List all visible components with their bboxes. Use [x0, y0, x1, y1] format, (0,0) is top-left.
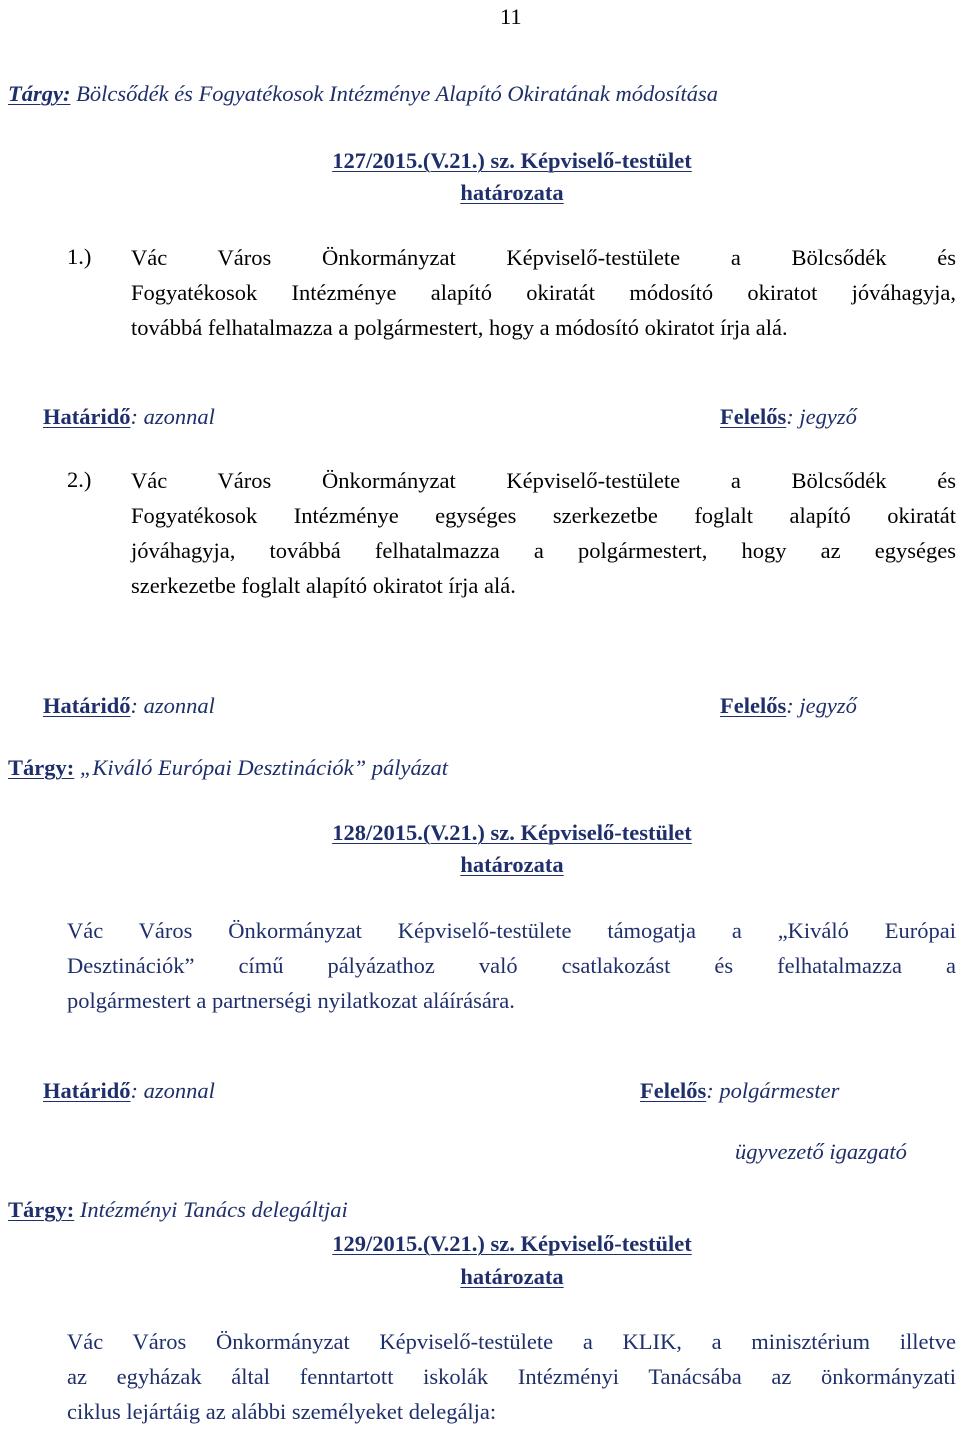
responsible-label: Felelős — [720, 693, 787, 718]
paragraph-number: 2.) — [67, 467, 92, 492]
paragraph-line: az egyházak által fenntartott iskolák Intézményi Tanácsába az önkormányzati — [67, 1364, 956, 1389]
deadline-label: Határidő — [43, 404, 131, 429]
paragraph-line: Fogyatékosok Intézménye egységes szerkezetbe foglalt alapító okiratát — [131, 503, 956, 528]
responsible-value: : jegyző — [786, 693, 857, 718]
resolution-number: 129/2015.(V.21.) sz. Képviselő-testület — [332, 1231, 692, 1256]
resolution-number: 128/2015.(V.21.) sz. Képviselő-testület — [332, 820, 692, 845]
subject-label: Tárgy: — [8, 755, 75, 780]
paragraph-number: 1.) — [67, 244, 92, 269]
resolution-word: határozata — [460, 180, 564, 205]
resolution-paragraph — [67, 913, 956, 1018]
subject-line — [8, 1193, 348, 1227]
paragraph-line: Desztinációk” című pályázathoz való csatlakozást és felhatalmazza a — [67, 953, 956, 978]
paragraph-line: Vác Város Önkormányzat Képviselő-testülete a KLIK, a minisztérium illetve — [67, 1329, 956, 1354]
deadline-value: : azonnal — [130, 1078, 215, 1103]
subject-text: Bölcsődék és Fogyatékosok Intézménye Alapító Okiratának módosítása — [76, 81, 719, 106]
responsible-line — [640, 1074, 839, 1108]
subject-line — [8, 77, 718, 111]
paragraph-line: szerkezetbe foglalt alapító okiratot írja alá. — [131, 573, 516, 598]
subject-text: „Kiváló Európai Desztinációk” pályázat — [74, 755, 448, 780]
deadline-value: : azonnal — [130, 693, 215, 718]
paragraph-line: ciklus lejártáig az alábbi személyeket delegálja: — [67, 1399, 497, 1424]
subject-text: Intézményi Tanács delegáltjai — [74, 1197, 348, 1222]
paragraph-line: Fogyatékosok Intézménye alapító okiratát módosító okiratot jóváhagyja, — [131, 280, 956, 305]
responsible-value: : polgármester — [706, 1078, 840, 1103]
paragraph-line: polgármestert a partnerségi nyilatkozat aláírására. — [67, 988, 515, 1013]
paragraph-line: Vác Város Önkormányzat Képviselő-testülete a Bölcsődék és — [131, 245, 956, 270]
resolution-number: 127/2015.(V.21.) sz. Képviselő-testület — [332, 148, 692, 173]
paragraph-line: jóváhagyja, továbbá felhatalmazza a polgármestert, hogy az egységes — [131, 538, 956, 563]
paragraph-line: Vác Város Önkormányzat Képviselő-testülete a Bölcsődék és — [131, 468, 956, 493]
responsible-line — [720, 400, 857, 434]
deadline-line — [43, 400, 215, 434]
resolution-paragraph — [131, 463, 956, 603]
subject-label: Tárgy: — [8, 81, 71, 106]
deadline-label: Határidő — [43, 1078, 131, 1103]
responsible-label: Felelős — [720, 404, 787, 429]
deadline-line — [43, 689, 215, 723]
subject-label: Tárgy: — [8, 1197, 75, 1222]
resolution-word: határozata — [460, 852, 564, 877]
resolution-paragraph — [67, 1324, 956, 1429]
page-number: 11 — [500, 4, 522, 29]
responsible-line — [720, 689, 857, 723]
deadline-value: : azonnal — [130, 404, 215, 429]
responsible-value: : jegyző — [786, 404, 857, 429]
responsible-label: Felelős — [640, 1078, 707, 1103]
responsible-value-2: ügyvezető igazgató — [735, 1139, 907, 1164]
paragraph-line: továbbá felhatalmazza a polgármestert, hogy a módosító okiratot írja alá. — [131, 315, 788, 340]
paragraph-line: Vác Város Önkormányzat Képviselő-testülete támogatja a „Kiváló Európai — [67, 918, 956, 943]
deadline-label: Határidő — [43, 693, 131, 718]
resolution-word: határozata — [460, 1264, 564, 1289]
deadline-line — [43, 1074, 215, 1108]
subject-line — [8, 751, 448, 785]
resolution-paragraph — [131, 240, 956, 345]
